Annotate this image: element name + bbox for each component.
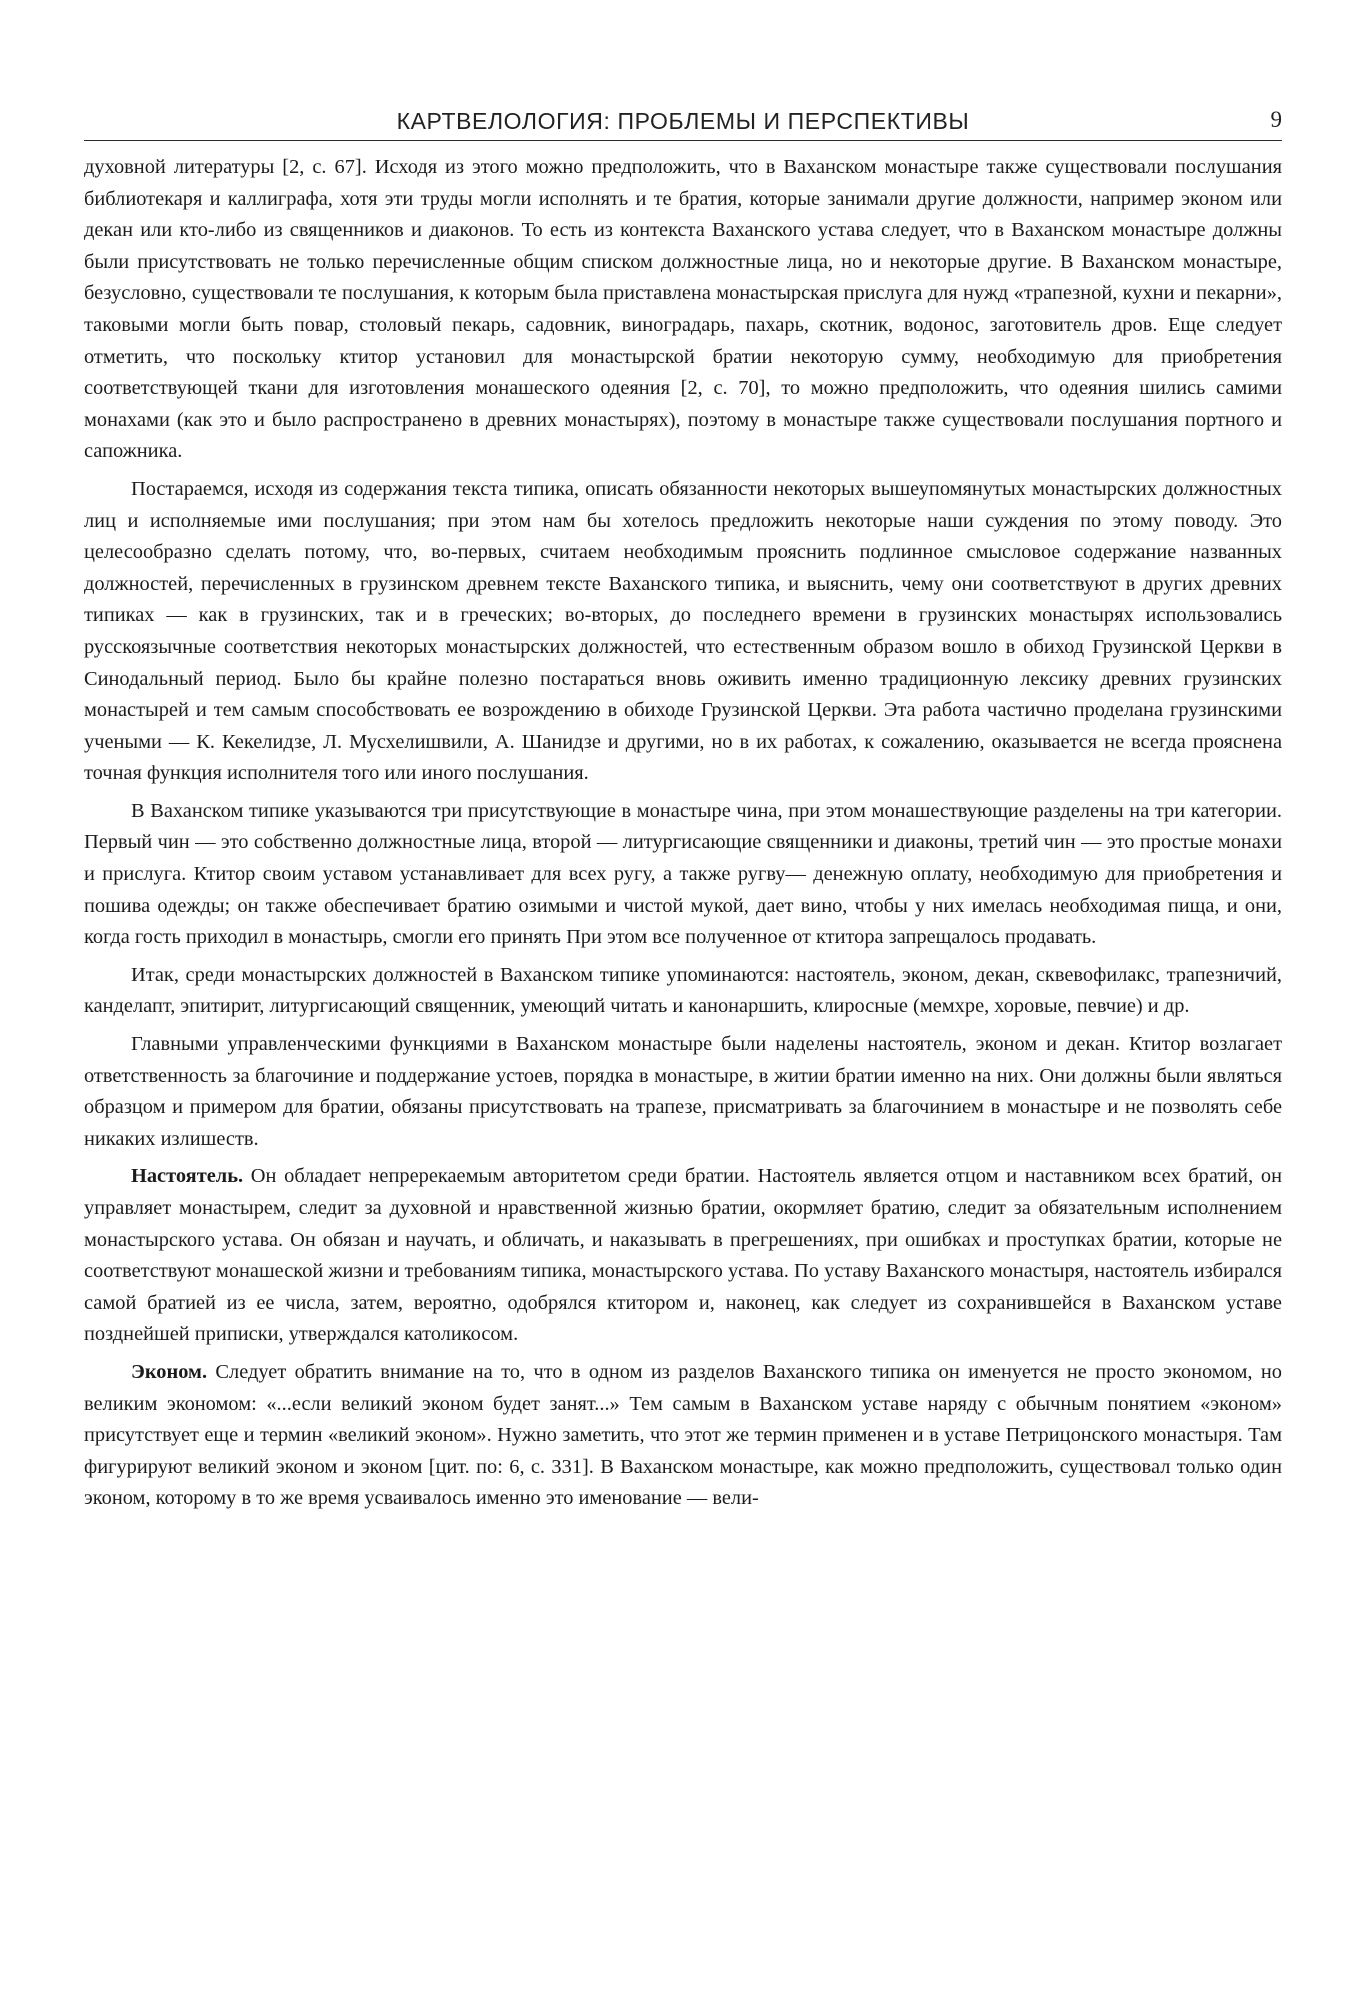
paragraph-text: духовной литературы [2, с. 67]. Исходя из этого можно предположить, что в Ваханском монастыре также существовали послушания библиотекаря и каллиграфа, хотя эти труды могли исполнять и те братия, которые занимали другие должности, например эконом или декан или кто-либо из священников и диаконов. То есть из контекста Ваханского устава следует, что в Ваханском монастыре должны были присутствовать не только перечисленные общим списком должностные лица, но и некоторые другие. В Ваханском монастыре, безусловно, существовали те послушания, к которым была приставлена монастырская прислуга для нужд «трапезной, кухни и пекарни», таковыми могли быть повар, столовый пекарь, садовник, виноградарь, пахарь, скотник, водонос, заготовитель дров. Еще следует отметить, что поскольку ктитор установил для монастырской братии некоторую сумму, необходимую для приобретения соответствующей ткани для изготовления монашеского одеяния [2, с. 70], то можно предположить, что одеяния шились самими монахами (как это и было распространено в древних монастырях), поэтому в монастыре также существовали послушания портного и сапожника. <box>84 156 1282 463</box>
paragraph <box>84 474 1282 790</box>
paragraph <box>84 796 1282 954</box>
paragraph <box>84 960 1282 1023</box>
paragraph <box>84 1029 1282 1155</box>
paragraph-lead-term: Настоятель. <box>131 1165 244 1188</box>
body-text <box>84 152 1282 1521</box>
paragraph-text: Он обладает непререкаемым авторитетом среди братии. Настоятель является отцом и наставником всех братий, он управляет монастырем, следит за духовной и нравственной жизнью братии, окормляет братию, следит за обязательным исполнением монастырского устава. Он обязан и научать, и обличать, и наказывать в прегрешениях, при ошибках и проступках братии, которые не соответствуют монашеской жизни и требованиям типика, монастырского устава. По уставу Ваханского монастыря, настоятель избирался самой братией из ее числа, затем, вероятно, одобрялся ктитором и, наконец, как следует из сохранившейся в Ваханском уставе позднейшей приписки, утверждался католикосом. <box>84 1165 1282 1346</box>
page-number: 9 <box>1270 107 1282 132</box>
running-header <box>84 98 1282 141</box>
paragraph-text: Итак, среди монастырских должностей в Ваханском типике упоминаются: настоятель, эконом, декан, сквевофилакс, трапезничий, канделапт, эпитирит, литургисающий священник, умеющий читать и канонаршить, клиросные (мемхре, хоровые, певчие) и др. <box>84 963 1282 1018</box>
paragraph <box>84 152 1282 468</box>
paragraph-text: Постараемся, исходя из содержания текста типика, описать обязанности некоторых вышеупомянутых монастырских должностных лиц и исполняемые ими послушания; при этом нам бы хотелось предложить некоторые наши суждения по этому поводу. Это целесообразно сделать потому, что, во-первых, считаем необходимым прояснить подлинное смысловое содержание названных должностей, перечисленных в грузинском древнем тексте Ваханского типика, и выяснить, чему они соответствуют в других древних типиках — как в грузинских, так и в греческих; во-вторых, до последнего времени в грузинских монастырях использовались русскоязычные соответствия некоторых монастырских должностей, что естественным образом вошло в обиход Грузинской Церкви в Синодальный период. Было бы крайне полезно постараться вновь оживить именно традиционную лексику древних грузинских монастырей и тем самым способствовать ее возрождению в обиходе Грузинской Церкви. Эта работа частично проделана грузинскими учеными — К. Кекелидзе, Л. Мусхелишвили, А. Шанидзе и другими, но в их работах, к сожалению, оказывается не всегда прояснена точная функция исполнителя того или иного послушания. <box>84 477 1282 785</box>
paragraph-lead-term: Эконом. <box>131 1360 208 1383</box>
paragraph-text: Следует обратить внимание на то, что в одном из разделов Ваханского типика он именуется не просто экономом, но великим экономом: «...если великий эконом будет занят...» Тем самым в Ваханском уставе наряду с обычным понятием «эконом» присутствует еще и термин «великий эконом». Нужно заметить, что этот же термин применен и в уставе Петрицонского монастыря. Там фигурируют великий эконом и эконом [цит. по: 6, с. 331]. В Ваханском монастыре, как можно предположить, существовал только один эконом, которому в то же время усваивалось именно это именование — вели- <box>84 1360 1282 1510</box>
running-title: КАРТВЕЛОЛОГИЯ: ПРОБЛЕМЫ И ПЕРСПЕКТИВЫ <box>396 108 970 134</box>
paragraph-text: В Ваханском типике указываются три присутствующие в монастыре чина, при этом монашествующие разделены на три категории. Первый чин — это собственно должностные лица, второй — литургисающие священники и диаконы, третий чин — это простые монахи и прислуга. Ктитор своим уставом устанавливает для всех ругу, а также ругву— денежную оплату, необходимую для приобретения и пошива одежды; он также обеспечивает братию озимыми и чистой мукой, дает вино, чтобы у них имелась необходимая пища, и они, когда гость приходил в монастырь, смогли его принять При этом все полученное от ктитора запрещалось продавать. <box>84 799 1282 949</box>
paragraph <box>84 1161 1282 1351</box>
paragraph-text: Главными управленческими функциями в Ваханском монастыре были наделены настоятель, эконом и декан. Ктитор возлагает ответственность за благочиние и поддержание устоев, порядка в монастыре, в житии братии именно на них. Они должны были являться образцом и примером для братии, обязаны присутствовать на трапезе, присматривать за благочинием в монастыре и не позволять себе никаких излишеств. <box>84 1033 1282 1150</box>
paragraph <box>84 1357 1282 1515</box>
